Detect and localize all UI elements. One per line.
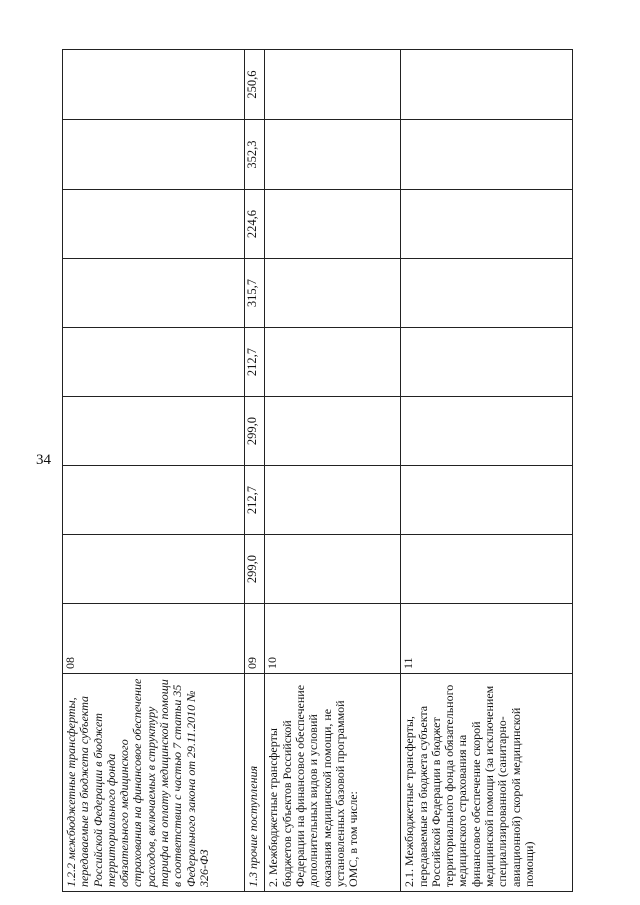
row-label: 1.2.2 межбюджетные трансферты, передаваемые из бюджета субъекта Российской Федерации в бюджет территориального фонда обязательного медицинского страхования на финансовое обеспечение расходов, включаемых в структуру тарифа на оплату медицинской помощи в соответствии с частью 7 статьи 35 Федерального закона от 29.11.2010 № 326-ФЗ [63, 674, 245, 892]
row-label: 1.3 прочие поступления [244, 674, 265, 892]
value-cell [63, 190, 245, 259]
row-code: 08 [63, 604, 245, 674]
value-cell [265, 535, 401, 604]
row-label: 2.1. Межбюджетные трансферты, передаваемые из бюджета субъекта Российской Федерации в бюджет территориального фонда обязательного медицинского страхования на финансовое обеспечение скорой медицинской помощи (за исключением специализированной (санитарно-авиационной) скорой медицинской помощи) [401, 674, 573, 892]
budget-table [62, 49, 573, 892]
page-number: 34 [36, 452, 51, 468]
value-cell [63, 120, 245, 190]
value-cell [63, 50, 245, 120]
row-code: 09 [244, 604, 265, 674]
value-cell [63, 397, 245, 466]
value-cell [401, 120, 573, 190]
value-cell [401, 190, 573, 259]
value-cell [401, 50, 573, 120]
table-body [63, 50, 573, 892]
value-cell: 250,6 [244, 50, 265, 120]
value-cell [265, 466, 401, 535]
row-code: 10 [265, 604, 401, 674]
value-cell [265, 120, 401, 190]
value-cell [265, 190, 401, 259]
table-row [265, 50, 401, 892]
value-cell [401, 535, 573, 604]
value-cell: 299,0 [244, 397, 265, 466]
value-cell [401, 466, 573, 535]
table-row [401, 50, 573, 892]
value-cell: 224,6 [244, 190, 265, 259]
value-cell [63, 535, 245, 604]
table-row [63, 50, 245, 892]
value-cell [401, 328, 573, 397]
value-cell [265, 397, 401, 466]
value-cell [265, 50, 401, 120]
value-cell [401, 397, 573, 466]
value-cell: 315,7 [244, 259, 265, 328]
value-cell [63, 466, 245, 535]
rotated-table-wrapper [62, 50, 573, 892]
value-cell: 212,7 [244, 328, 265, 397]
value-cell [63, 259, 245, 328]
table-row [244, 50, 265, 892]
row-code: 11 [401, 604, 573, 674]
value-cell [265, 328, 401, 397]
value-cell [401, 259, 573, 328]
row-label: 2. Межбюджетные трансферты бюджетов субъектов Российской Федерации на финансовое обеспечение дополнительных видов и условий оказания медицинской помощи, не установленных базовой программой ОМС, в том числе: [265, 674, 401, 892]
value-cell: 352,3 [244, 120, 265, 190]
value-cell: 212,7 [244, 466, 265, 535]
value-cell: 299,0 [244, 535, 265, 604]
value-cell [265, 259, 401, 328]
value-cell [63, 328, 245, 397]
